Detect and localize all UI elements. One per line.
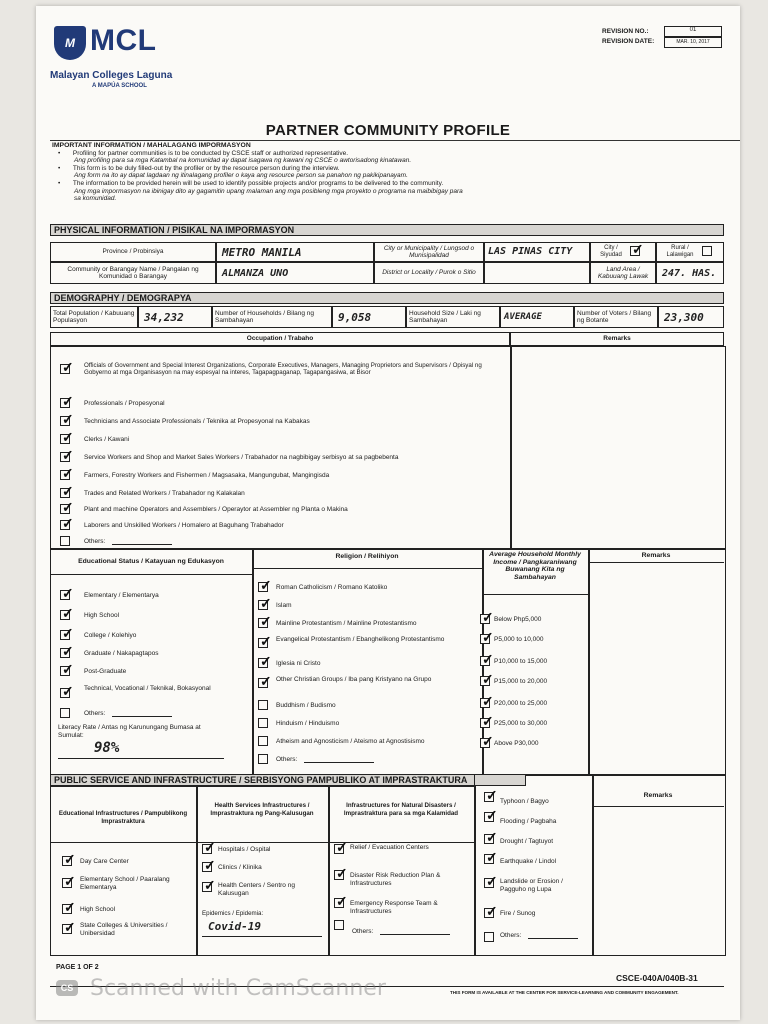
religion-label: Roman Catholicism / Romano Katoliko — [276, 584, 388, 591]
divider — [252, 568, 482, 569]
occupation-label: Laborers and Unskilled Workers / Homalero at Baguhang Trabahador — [84, 522, 284, 529]
education-header: Educational Status / Katayuan ng Edukasyon — [78, 558, 224, 565]
occupation-remarks-header: Remarks — [510, 332, 724, 346]
hazard-label: Flooding / Pagbaha — [500, 818, 557, 825]
checkmark-icon: ✓ — [336, 839, 348, 855]
logo-text: MCL — [90, 24, 157, 57]
religion-label: Mainline Protestantism / Mainline Protestantismo — [276, 620, 417, 627]
voters-value: 23,300 — [664, 311, 704, 324]
education-label: College / Kolehiyo — [84, 632, 137, 639]
income-label: Below Php5,000 — [494, 616, 542, 623]
divider — [592, 806, 724, 807]
health-label: Health Centers / Sentro ng Kalusugan — [218, 882, 295, 897]
checkmark-icon: ✓ — [486, 903, 498, 919]
checkmark-icon: ✓ — [62, 625, 74, 641]
income-label: P5,000 to 10,000 — [494, 636, 544, 643]
province-label: Province / Probinsiya — [50, 242, 216, 262]
revision-no-label: REVISION NO.: — [602, 28, 649, 35]
edu-infra-label: Elementary School / Paaralang Elementarya — [80, 876, 170, 891]
literacy-value: 98% — [94, 740, 120, 756]
religion-label: Evangelical Protestantism / Ebanghelikong Protestantismo — [276, 636, 445, 643]
checkmark-icon: ✓ — [62, 429, 74, 445]
city-type-cell: City / Siyudad — [590, 242, 656, 262]
income-label: P15,000 to 20,000 — [494, 678, 548, 685]
literacy-label: Literacy Rate / Antas ng Karunungang Bumasa at Sumulat: — [58, 724, 201, 739]
epidemic-value: Covid-19 — [208, 920, 261, 933]
form-sheet — [36, 6, 740, 1020]
checkmark-icon: ✓ — [62, 411, 74, 427]
info-line: Ang form na ito ay dapat lagdaan ng itinalagang profiler o kaya ang resource person sa panahon ng pakikipanayam. — [74, 172, 408, 180]
disaster-infra-label: Emergency Response Team & Infrastructures — [350, 900, 438, 915]
income-label: P25,000 to 30,000 — [494, 720, 548, 727]
health-header: Health Services Infrastructures / Imprastraktura ng Pang-Kalusugan — [210, 802, 314, 817]
checkmark-icon: ✓ — [486, 787, 498, 803]
hazard-other-label: Others: — [500, 932, 522, 939]
checkmark-icon: ✓ — [486, 829, 498, 845]
checkmark-icon: ✓ — [486, 849, 498, 865]
occupation-label: Clerks / Kawani — [84, 436, 130, 443]
religion-checkbox[interactable] — [258, 700, 268, 710]
hazard-label: Fire / Sunog — [500, 910, 536, 917]
checkmark-icon: ✓ — [482, 671, 494, 687]
education-other-field[interactable] — [112, 716, 172, 717]
land-label: Land Area / Kabuuang Lawak — [590, 262, 656, 284]
households-label: Number of Households / Bilang ng Sambahayan — [212, 306, 332, 328]
checkmark-icon: ✓ — [204, 839, 216, 855]
public-remarks-header: Remarks — [643, 792, 673, 799]
checkmark-icon: ✓ — [62, 683, 74, 699]
edu-infra-label: State Colleges & Universities / Unibersidad — [80, 922, 168, 937]
school-name: Malayan Colleges Laguna — [50, 70, 173, 81]
households-value: 9,058 — [338, 311, 372, 324]
demography-heading: DEMOGRAPHY / DEMOGRAPYA — [50, 292, 724, 304]
checkmark-icon: ✓ — [260, 653, 272, 669]
checkmark-icon: ✓ — [62, 359, 74, 375]
occupation-label: Trades and Related Workers / Trabahador ng Kalakalan — [84, 490, 245, 497]
education-label: Elementary / Elementarya — [84, 592, 159, 599]
education-column — [50, 548, 254, 776]
voters-label: Number of Voters / Bilang ng Botante — [574, 306, 658, 328]
district-field[interactable] — [484, 262, 590, 284]
checkmark-icon: ✓ — [64, 919, 76, 935]
literacy-field[interactable] — [58, 758, 224, 759]
religion-label: Iglesia ni Cristo — [276, 660, 321, 667]
education-label: High School — [84, 612, 120, 619]
checkmark-icon: ✓ — [482, 651, 494, 667]
checkmark-icon: ✓ — [260, 673, 272, 689]
footer-notice: THIS FORM IS AVAILABLE AT THE CENTER FOR SERVICE-LEARNING AND COMMUNITY ENGAGEMENT. — [450, 990, 679, 995]
total-pop-label: Total Population / Kabuuang Populasyon — [50, 306, 138, 328]
checkmark-icon: ✓ — [62, 447, 74, 463]
checkmark-icon: ✓ — [260, 595, 272, 611]
checkmark-icon: ✓ — [62, 515, 74, 531]
checkmark-icon: ✓ — [482, 693, 494, 709]
hazard-label: Drought / Tagtuyot — [500, 838, 553, 845]
checkmark-icon: ✓ — [482, 609, 494, 625]
income-remarks-area[interactable] — [588, 548, 726, 776]
hazard-label: Typhoon / Bagyo — [500, 798, 549, 805]
camscanner-icon: CS — [56, 980, 78, 996]
rural-checkbox[interactable] — [702, 246, 712, 256]
hazard-checkbox[interactable] — [484, 932, 494, 942]
occupation-label: Farmers, Forestry Workers and Fishermen / Magsasaka, Mangungubat, Mangingisda — [84, 472, 330, 479]
disaster-infra-label: Relief / Evacuation Centers — [350, 844, 429, 851]
checkmark-icon: ✓ — [204, 877, 216, 893]
household-size-value: AVERAGE — [504, 312, 542, 322]
checkmark-icon: ✓ — [482, 713, 494, 729]
household-size-label: Household Size / Laki ng Sambahayan — [406, 306, 500, 328]
community-label: Community or Barangay Name / Pangalan ng Komunidad o Barangay — [50, 262, 216, 284]
checkmark-icon: ✓ — [64, 873, 76, 889]
divider — [50, 574, 252, 575]
health-label: Clinics / Klinika — [218, 864, 262, 871]
city-label: City or Municipality / Lungsod o Munisipalidad — [374, 242, 484, 262]
disaster-infra-other-label: Others: — [352, 928, 374, 935]
occupation-other-label: Others: — [84, 538, 106, 545]
page-title: PARTNER COMMUNITY PROFILE — [265, 122, 511, 139]
revision-date-value: MAR. 10, 2017 — [664, 37, 722, 48]
checkmark-icon: ✓ — [62, 393, 74, 409]
occupation-other-field[interactable] — [112, 544, 172, 545]
health-label: Hospitals / Ospital — [218, 846, 271, 853]
checkmark-icon: ✓ — [62, 465, 74, 481]
religion-label: Atheism and Agnosticism / Ateismo at Agnostisismo — [276, 738, 425, 745]
info-line: • The information to be provided herein will be used to identify possible projects and/or programs to be delivered to the community. — [58, 179, 444, 187]
income-remarks-header: Remarks — [641, 552, 671, 559]
info-line: Ang profiling para sa mga Katambal na komunidad ay dapat isagawa ng kawani ng CSCE o awtorisadong kinatawan. — [74, 157, 412, 165]
religion-label: Hinduism / Hinduismo — [276, 720, 340, 727]
epidemic-label: Epidemics / Epidemia: — [202, 910, 264, 917]
land-value: 247. HAS. — [662, 268, 717, 279]
occupation-header: Occupation / Trabaho — [50, 332, 510, 346]
divider — [482, 594, 588, 595]
checkmark-icon: ✓ — [486, 873, 498, 889]
edu-infra-header: Educational Infrastructures / Pampublikong Imprastraktura — [58, 810, 188, 825]
community-value: ALMANZA UNO — [222, 268, 289, 279]
checkmark-icon: ✓ — [632, 241, 644, 257]
public-heading: PUBLIC SERVICE AND INFRASTRUCTURE / SERBISYONG PAMPUBLIKO AT IMPRASTRAKTURA — [50, 774, 526, 786]
checkmark-icon: ✓ — [336, 893, 348, 909]
total-pop-value: 34,232 — [144, 311, 184, 324]
education-checkbox[interactable] — [60, 708, 70, 718]
checkmark-icon: ✓ — [336, 865, 348, 881]
info-line: • This form is to be duly filled-out by the profiler or by the resource person during the interview. — [58, 164, 340, 172]
religion-checkbox[interactable] — [258, 754, 268, 764]
hazard-label: Earthquake / Lindol — [500, 858, 557, 865]
religion-label: Buddhism / Budismo — [276, 702, 336, 709]
page-number: PAGE 1 OF 2 — [56, 964, 99, 971]
epidemic-field[interactable] — [202, 936, 322, 937]
revision-no-value: 01 — [664, 26, 722, 37]
income-label: P10,000 to 15,000 — [494, 658, 548, 665]
mcl-logo-icon: M — [54, 26, 86, 60]
education-label: Post-Graduate — [84, 668, 127, 675]
hazard-label: Landslide or Erosion / Pagguho ng Lupa — [500, 878, 563, 893]
checkmark-icon: ✓ — [62, 499, 74, 515]
physical-heading: PHYSICAL INFORMATION / PISIKAL NA IMPORMASYON — [50, 224, 724, 236]
checkmark-icon: ✓ — [482, 733, 494, 749]
occupation-label: Officials of Government and Special Interest Organizations, Corporate Executives, Managers, Managing Proprietors and Supervisors / Opisyal ng Gobyerno at mga Organisasyon na may espesyal na interes, Tagapagpaganap, Tagapangasiwa, at Bisor — [84, 362, 482, 376]
occupation-label: Professionals / Propesyonal — [84, 400, 165, 407]
info-line: sa komunidad. — [74, 195, 117, 203]
occupation-checkbox[interactable] — [60, 536, 70, 546]
checkmark-icon: ✓ — [260, 633, 272, 649]
religion-checkbox[interactable] — [258, 718, 268, 728]
income-header: Average Household Monthly Income / Pangkaraniwang Buwanang Kita ng Sambahayan — [489, 551, 581, 581]
occupation-label: Technicians and Associate Professionals / Teknika at Propesyonal na Kabakas — [84, 418, 310, 425]
edu-infra-label: High School — [80, 906, 116, 913]
religion-checkbox[interactable] — [258, 736, 268, 746]
revision-date-label: REVISION DATE: — [602, 38, 655, 45]
checkmark-icon: ✓ — [62, 661, 74, 677]
disaster-infra-other-field[interactable] — [380, 934, 450, 935]
religion-other-field[interactable] — [304, 762, 374, 763]
religion-label: Other Christian Groups / Iba pang Kristyano na Grupo — [276, 676, 432, 683]
province-value: METRO MANILA — [222, 246, 302, 259]
education-label: Technical, Vocational / Teknikal, Bokasyonal — [84, 685, 211, 692]
divider — [50, 842, 474, 843]
watermark-text: Scanned with CamScanner — [90, 976, 386, 1001]
checkmark-icon: ✓ — [260, 577, 272, 593]
hazard-other-field[interactable] — [528, 938, 578, 939]
checkmark-icon: ✓ — [204, 857, 216, 873]
info-line: Ang mga impormasyon na ibinigay dito ay gagamitin upang malaman ang mga posibleng mga proyekto o programa na maibibigay para — [74, 187, 463, 195]
city-value: LAS PINAS CITY — [488, 246, 573, 257]
title-divider — [50, 140, 740, 141]
disaster-infra-label: Disaster Risk Reduction Plan & Infrastructures — [350, 872, 441, 887]
checkmark-icon: ✓ — [260, 613, 272, 629]
form-code: CSCE-040A/040B-31 — [616, 973, 698, 983]
education-label: Graduate / Nakapagtapos — [84, 650, 159, 657]
occupation-label: Service Workers and Shop and Market Sales Workers / Trabahador na nagbibigay serbisyo at sa pagbebenta — [84, 454, 399, 461]
occupation-label: Plant and machine Operators and Assemblers / Operaytor at Assembler ng Planta o Makina — [84, 506, 348, 513]
checkmark-icon: ✓ — [62, 643, 74, 659]
disaster-infra-header: Infrastructures for Natural Disasters / Imprastraktura para sa mga Kalamidad — [343, 802, 459, 817]
edu-infra-label: Day Care Center — [80, 858, 129, 865]
info-line: • Profiling for partner communities is to be conducted by CSCE staff or authorized representative. — [58, 149, 349, 157]
checkmark-icon: ✓ — [64, 851, 76, 867]
info-heading: IMPORTANT INFORMATION / MAHALAGANG IMPORMASYON — [52, 142, 251, 149]
education-other-label: Others: — [84, 710, 106, 717]
checkmark-icon: ✓ — [62, 585, 74, 601]
checkmark-icon: ✓ — [482, 629, 494, 645]
checkmark-icon: ✓ — [486, 807, 498, 823]
divider — [588, 562, 724, 563]
occupation-list — [50, 346, 512, 550]
occupation-remarks-area[interactable] — [510, 346, 726, 550]
disaster-infra-checkbox[interactable] — [334, 920, 344, 930]
religion-header: Religion / Relihiyon — [335, 553, 399, 560]
checkmark-icon: ✓ — [62, 605, 74, 621]
income-label: P20,000 to 25,000 — [494, 700, 548, 707]
district-label: District or Locality / Purok o Sitio — [374, 262, 484, 284]
religion-label: Islam — [276, 602, 292, 609]
checkmark-icon: ✓ — [64, 899, 76, 915]
income-label: Above P30,000 — [494, 740, 539, 747]
checkmark-icon: ✓ — [62, 483, 74, 499]
religion-other-label: Others: — [276, 756, 298, 763]
important-info — [52, 142, 672, 203]
public-remarks-area[interactable] — [592, 774, 726, 956]
school-subtitle: A MAPÚA SCHOOL — [92, 83, 147, 89]
rural-cell: Rural / Lalawigan — [656, 242, 724, 262]
